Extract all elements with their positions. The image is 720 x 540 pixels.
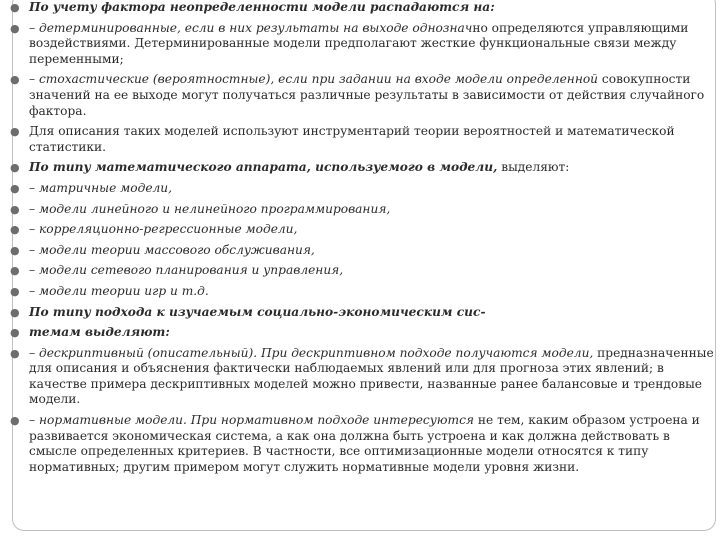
bullet-icon: ● <box>10 202 20 216</box>
list-item <box>10 160 718 176</box>
item-text: не тем, каким образом устроена и развивается экономическая система, а как она должна быть устроена и как должна действовать в смысле определенных критериев. В частности, все оптимизационные модели относятся к типу нормативных; другим примером могут служить нормативные модели уровня жизни. <box>29 413 700 474</box>
list-item <box>10 305 718 321</box>
list-item <box>10 181 718 197</box>
item-lead: – детерминированные, если в них результаты на выходе однознач <box>29 20 473 35</box>
bullet-icon: ● <box>10 414 20 428</box>
bullet-icon: ● <box>10 264 20 278</box>
list-item <box>10 222 718 238</box>
list-item <box>10 202 718 218</box>
section-heading-approach: По типу подхода к изучаемым социально-экономическим сис- <box>29 304 486 319</box>
item-text: предназначенные для описания и объяснения фактически наблюдаемых явлений или для прогноза этих явлений; в качестве примера дескриптивных моделей можно привести, названные ранее балансовые и трендовые модели. <box>29 345 714 407</box>
item-text: совокупности значений на ее выходе могут получаться различные результаты в зависимости от действия случайного фактора. <box>29 72 705 118</box>
item-text: выделяют: <box>497 160 570 175</box>
item-lead: – нормативные модели. При нормативном подходе интересуются <box>29 413 474 428</box>
item-text: Для описания таких моделей используют инструментарий теории вероятностей и математической статистики. <box>29 124 675 154</box>
item-text: но определяются управляющими воздействиями. Детерминированные модели предполагают жесткие функциональные связи между переменными; <box>29 20 689 66</box>
item-lead: – дескриптивный (описательный). При дескриптивном подходе получаются модели, <box>29 345 594 360</box>
item-lead: – стохастические (вероятностные), если при задании на входе модели определенной <box>29 72 599 87</box>
list-item <box>10 72 718 119</box>
bullet-icon: ● <box>10 284 20 298</box>
item-text: – корреляционно-регрессионные модели, <box>29 222 298 237</box>
item-text: – модели сетевого планирования и управления, <box>29 263 344 278</box>
bullet-icon: ● <box>10 243 20 257</box>
bullet-icon: ● <box>10 21 20 35</box>
list-item <box>10 21 718 68</box>
list-item <box>10 346 718 408</box>
list-item <box>10 243 718 259</box>
section-heading-uncertainty: По учету фактора неопределенности модели распадаются на: <box>29 0 495 14</box>
item-text: – матричные модели, <box>29 180 173 195</box>
section-heading-math-apparatus: По типу математического аппарата, используемого в модели, <box>29 160 498 175</box>
list-item <box>10 263 718 279</box>
section-heading-approach-cont: темам выделяют: <box>29 325 170 340</box>
bullet-icon: ● <box>10 305 20 319</box>
bullet-icon: ● <box>10 73 20 87</box>
list-item <box>10 124 718 155</box>
item-text: – модели теории игр и т.д. <box>29 283 209 298</box>
item-text: – модели линейного и нелинейного программирования, <box>29 201 391 216</box>
bullet-icon: ● <box>10 181 20 195</box>
bullet-icon: ● <box>10 125 20 139</box>
list-item <box>10 0 718 16</box>
bullet-icon: ● <box>10 346 20 360</box>
bullet-list <box>10 0 718 480</box>
list-item <box>10 325 718 341</box>
bullet-icon: ● <box>10 326 20 340</box>
list-item <box>10 284 718 300</box>
item-text: – модели теории массового обслуживания, <box>29 242 315 257</box>
bullet-icon: ● <box>10 223 20 237</box>
bullet-icon: ● <box>10 161 20 175</box>
bullet-icon: ● <box>10 1 20 14</box>
list-item <box>10 413 718 475</box>
